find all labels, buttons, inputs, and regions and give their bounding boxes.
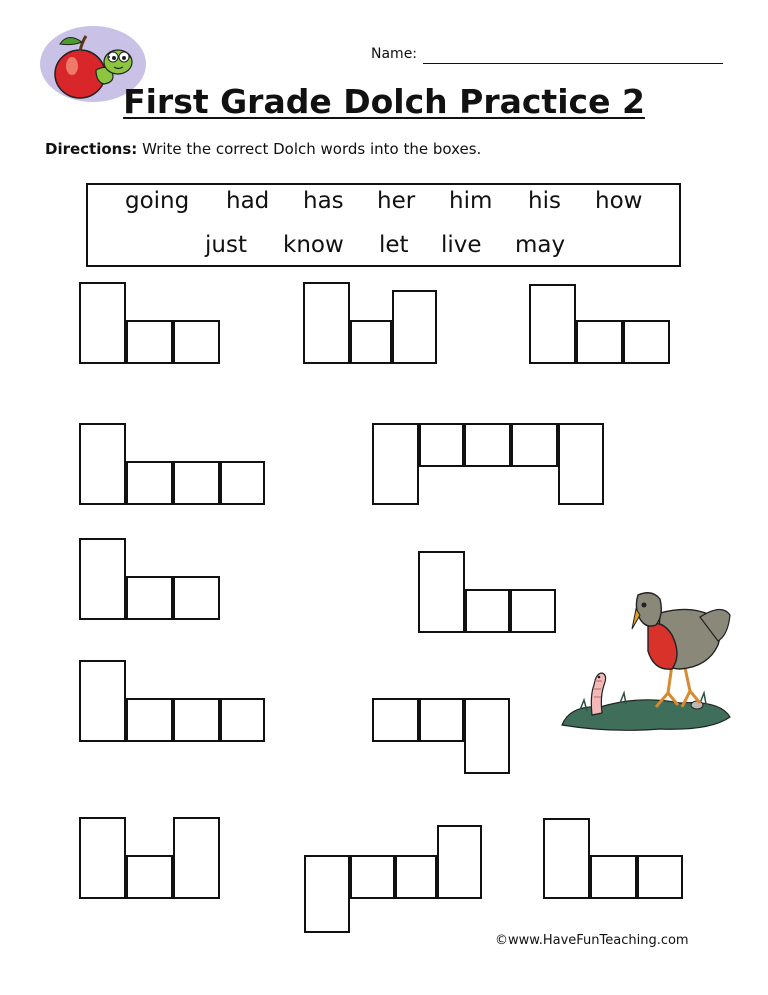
letter-box[interactable] xyxy=(372,698,419,742)
letter-box[interactable] xyxy=(126,698,173,742)
page-title: First Grade Dolch Practice 2 xyxy=(123,82,645,121)
name-label: Name: xyxy=(371,46,418,62)
name-write-line[interactable] xyxy=(423,63,723,64)
word-bank-item: going xyxy=(125,188,190,214)
letter-box[interactable] xyxy=(173,817,220,899)
letter-box[interactable] xyxy=(464,423,511,467)
word-bank-item: know xyxy=(283,232,344,258)
letter-box[interactable] xyxy=(395,855,437,899)
bird-worm-illustration xyxy=(560,585,735,735)
letter-box[interactable] xyxy=(637,855,683,899)
letter-box[interactable] xyxy=(419,423,464,467)
letter-box[interactable] xyxy=(590,855,637,899)
letter-box[interactable] xyxy=(576,320,623,364)
directions-label: Directions: xyxy=(45,140,138,158)
letter-box[interactable] xyxy=(419,698,464,742)
directions xyxy=(45,140,481,158)
letter-box[interactable] xyxy=(126,855,173,899)
letter-box[interactable] xyxy=(79,538,126,620)
letter-box[interactable] xyxy=(623,320,670,364)
letter-box[interactable] xyxy=(372,423,419,505)
letter-box[interactable] xyxy=(511,423,558,467)
letter-box[interactable] xyxy=(558,423,604,505)
word-bank-item: live xyxy=(441,232,482,258)
letter-box[interactable] xyxy=(465,589,510,633)
word-bank-item: may xyxy=(515,232,566,258)
directions-text: Write the correct Dolch words into the boxes. xyxy=(142,140,482,158)
letter-box[interactable] xyxy=(304,855,350,933)
letter-box[interactable] xyxy=(303,282,350,364)
letter-box[interactable] xyxy=(173,320,220,364)
word-bank-item: has xyxy=(303,188,344,214)
word-bank-item: how xyxy=(595,188,643,214)
letter-box[interactable] xyxy=(418,551,465,633)
word-bank-item: his xyxy=(528,188,561,214)
letter-box[interactable] xyxy=(79,817,126,899)
letter-box[interactable] xyxy=(79,282,126,364)
letter-box[interactable] xyxy=(173,461,220,505)
letter-box[interactable] xyxy=(350,855,395,899)
word-bank-item: her xyxy=(377,188,416,214)
letter-box[interactable] xyxy=(350,320,392,364)
letter-box[interactable] xyxy=(437,825,482,899)
letter-box[interactable] xyxy=(510,589,556,633)
letter-box[interactable] xyxy=(126,461,173,505)
letter-box[interactable] xyxy=(79,423,126,505)
word-bank xyxy=(86,183,681,267)
letter-box[interactable] xyxy=(464,698,510,774)
letter-box[interactable] xyxy=(220,698,265,742)
copyright-footer: ©www.HaveFunTeaching.com xyxy=(495,933,689,948)
letter-box[interactable] xyxy=(529,284,576,364)
word-bank-item: had xyxy=(226,188,270,214)
letter-box[interactable] xyxy=(173,698,220,742)
word-bank-item: him xyxy=(449,188,493,214)
word-bank-item: just xyxy=(205,232,247,258)
letter-box[interactable] xyxy=(392,290,437,364)
letter-box[interactable] xyxy=(126,320,173,364)
letter-box[interactable] xyxy=(220,461,265,505)
letter-box[interactable] xyxy=(173,576,220,620)
word-bank-item: let xyxy=(379,232,409,258)
letter-box[interactable] xyxy=(126,576,173,620)
letter-box[interactable] xyxy=(79,660,126,742)
letter-box[interactable] xyxy=(543,818,590,899)
